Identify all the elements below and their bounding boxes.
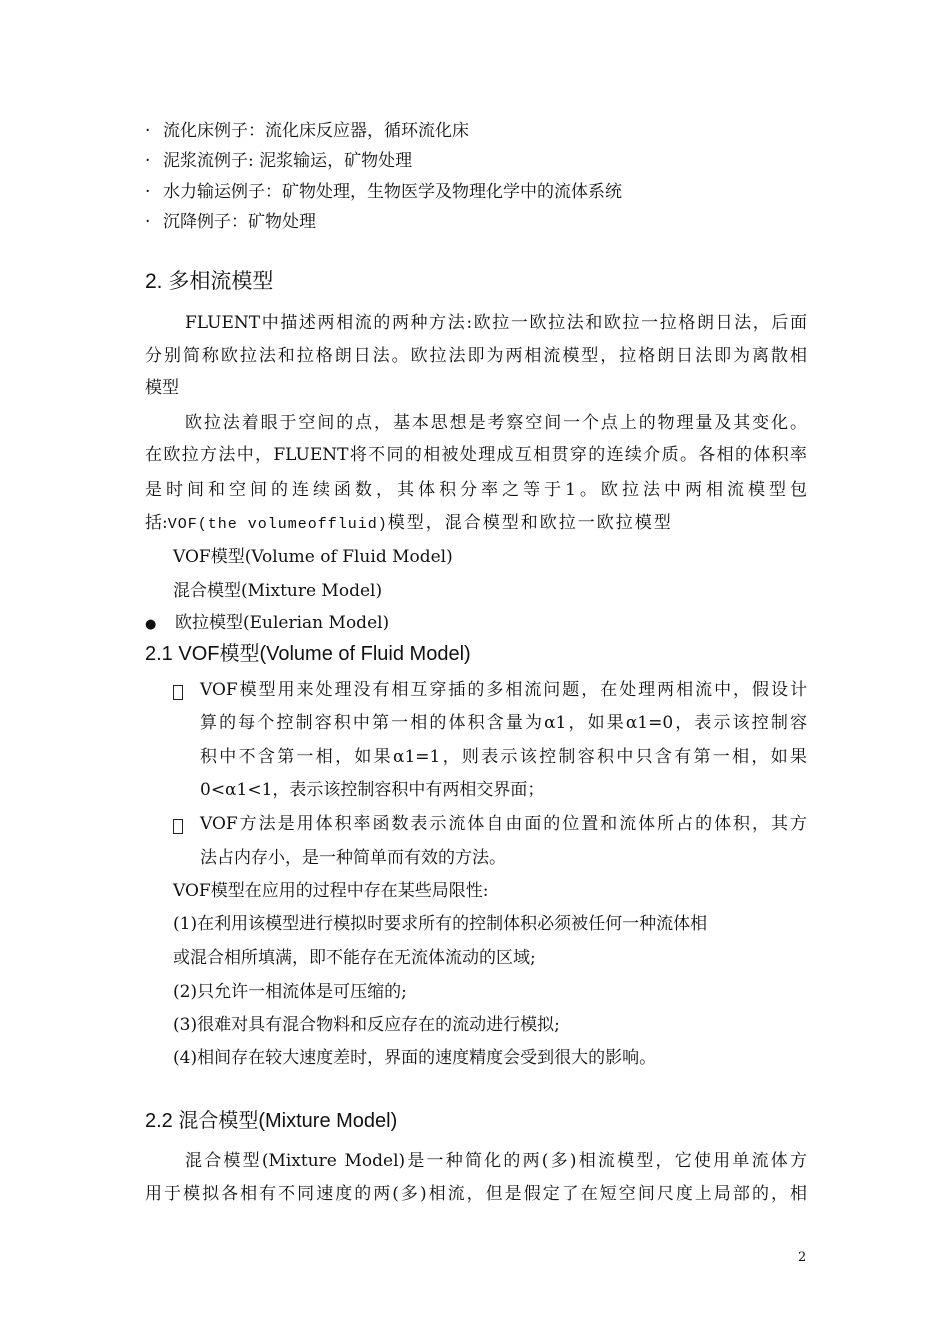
paragraph-line: 在欧拉方法中，FLUENT将不同的相被处理成互相贯穿的连续介质。各相的体积率 [145,445,807,465]
paragraph-line: 算的每个控制容积中第一相的体积含量为α1，如果α1=0，表示该控制容 [200,713,807,733]
paragraph-line: 欧拉法着眼于空间的点，基本思想是考察空间一个点上的物理量及其变化。 [185,413,807,433]
list-item: · 水力输运例子：矿物处理，生物医学及物理化学中的流体系统 [145,182,622,202]
model-item: 混合模型(Mixture Model) [173,581,383,601]
paragraph-line: 是时间和空间的连续函数，其体积分率之等于1。欧拉法中两相流模型包 [145,480,807,500]
page-number: 2 [798,1250,807,1265]
list-item: · 流化床例子：流化床反应器，循环流化床 [145,121,469,141]
list-item: · 沉降例子：矿物处理 [145,212,316,232]
bullet-mark: · [145,212,151,232]
square-bullet-icon [172,818,184,834]
paragraph-line: 模型 [145,378,179,398]
list-item: (4)相间存在较大速度差时，界面的速度精度会受到很大的影响。 [173,1048,657,1068]
list-item: (1)在利用该模型进行模拟时要求所有的控制体积必须被任何一种流体相 [173,914,708,934]
section-heading: 2.1 VOF模型(Volume of Fluid Model) [145,643,471,665]
bullet-mark: ● [145,617,157,632]
paragraph-line: 混合模型(Mixture Model)是一种简化的两(多)相流模型，它使用单流体方 [185,1151,807,1171]
paragraph-line: 法占内存小，是一种简单而有效的方法。 [200,848,506,868]
bullet-mark: · [145,182,151,202]
model-item: VOF模型(Volume of Fluid Model) [173,547,453,567]
list-item: · 泥浆流例子: 泥浆输运，矿物处理 [145,151,413,171]
paragraph-line: 积中不含第一相，如果α1=1，则表示该控制容积中只含有第一相，如果 [200,747,807,767]
paragraph-line: 0<α1<1，表示该控制容积中有两相交界面； [200,780,545,800]
model-item: ● 欧拉模型(Eulerian Model) [145,611,807,637]
paragraph-line: 分别简称欧拉法和拉格朗日法。欧拉法即为两相流模型，拉格朗日法即为离散相 [145,346,807,366]
section-heading: 2.2 混合模型(Mixture Model) [145,1110,398,1132]
paragraph-line: 括:VOF(the volumeoffluid)模型，混合模型和欧拉一欧拉模型 [145,513,673,533]
square-bullet-icon [172,684,184,700]
bullet-mark: · [145,121,151,141]
list-item: (2)只允许一相流体是可压缩的; [173,982,407,1002]
bullet-mark: · [145,151,151,171]
list-item: (3)很难对具有混合物料和反应存在的流动进行模拟; [173,1015,560,1035]
paragraph-line: VOF模型在应用的过程中存在某些局限性: [173,881,489,901]
paragraph-line: 用于模拟各相有不同速度的两(多)相流，但是假定了在短空间尺度上局部的，相 [145,1184,807,1204]
list-item: 或混合相所填满，即不能存在无流体流动的区域; [173,948,536,968]
paragraph-line: VOF方法是用体积率函数表示流体自由面的位置和流体所占的体积，其方 [200,814,807,834]
section-heading: 2. 多相流模型 [145,270,274,293]
paragraph-line: VOF模型用来处理没有相互穿插的多相流问题，在处理两相流中，假设计 [200,680,807,700]
paragraph-line: FLUENT中描述两相流的两种方法:欧拉一欧拉法和欧拉一拉格朗日法，后面 [185,313,807,333]
